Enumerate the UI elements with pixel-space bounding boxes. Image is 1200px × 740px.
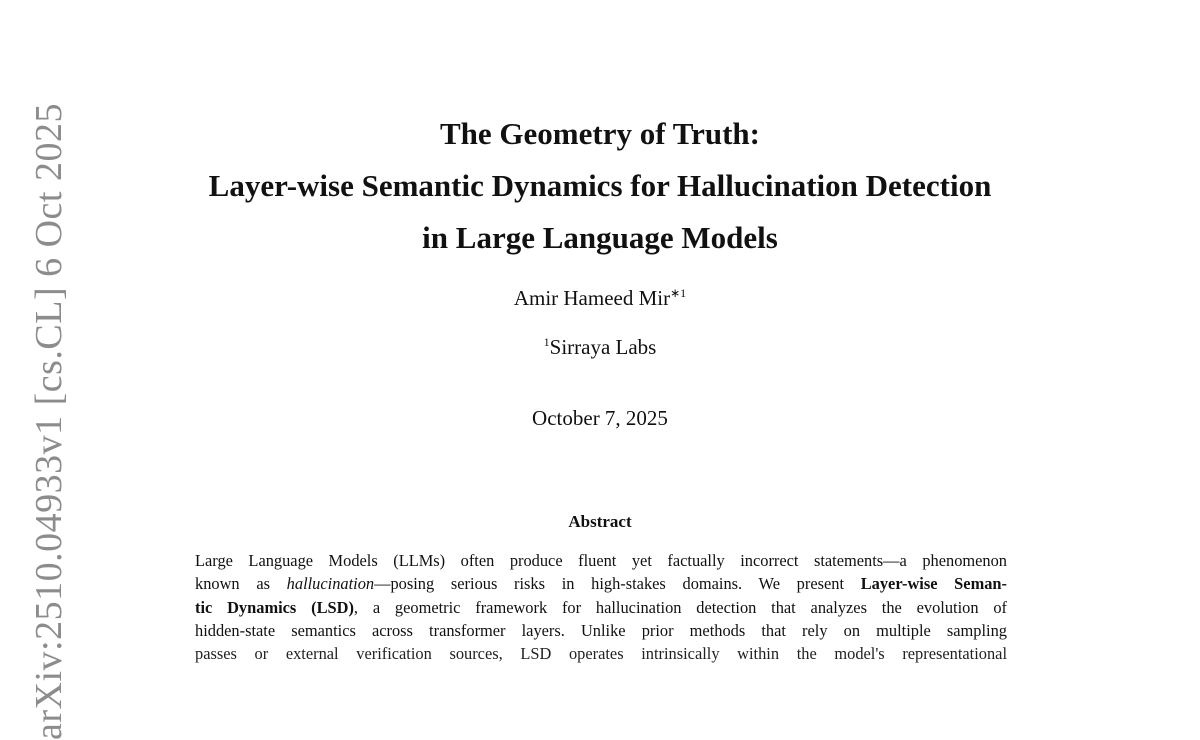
paper-date: October 7, 2025 bbox=[532, 406, 668, 430]
affiliation-mark: 1 bbox=[543, 335, 550, 349]
title-line-3: in Large Language Models bbox=[422, 220, 778, 255]
abstract-line-2-middle: —posing serious risks in high-stakes domains. We present bbox=[374, 574, 861, 594]
title-line-2: Layer-wise Semantic Dynamics for Hallucination Detection bbox=[208, 168, 992, 203]
affiliation-name: Sirraya Labs bbox=[549, 335, 657, 359]
arxiv-sidebar-stamp bbox=[12, 103, 86, 740]
method-name-part-1: Layer-wise Seman- bbox=[860, 574, 1007, 594]
author-footnote-marks: ∗1 bbox=[670, 286, 687, 300]
abstract-line-2-start: known as bbox=[195, 574, 287, 594]
abstract-heading: Abstract bbox=[568, 512, 632, 531]
abstract-line-3-rest: , a geometric framework for hallucination detection that analyzes the evolution of bbox=[353, 597, 1007, 617]
abstract-line-5: passes or external verification sources, LSD operates intrinsically within the model's representational bbox=[195, 644, 1007, 664]
abstract-body bbox=[195, 549, 1007, 664]
affiliation-line bbox=[0, 335, 1200, 360]
author-line bbox=[0, 286, 1200, 311]
hallucination-term: hallucination bbox=[286, 574, 375, 594]
arxiv-identifier: arXiv:2510.04933v1 [cs.CL] 6 Oct 2025 bbox=[28, 103, 70, 740]
method-name-part-2: tic Dynamics (LSD) bbox=[195, 597, 354, 617]
title-line-1: The Geometry of Truth: bbox=[440, 116, 760, 151]
paper-title bbox=[0, 108, 1200, 264]
abstract-line-4: hidden-state semantics across transformer layers. Unlike prior methods that rely on multiple sampling bbox=[195, 620, 1007, 640]
abstract-line-1: Large Language Models (LLMs) often produce fluent yet factually incorrect statements—a phenomenon bbox=[195, 551, 1007, 570]
abstract-line-2 bbox=[195, 572, 1007, 595]
author-name: Amir Hameed Mir bbox=[513, 286, 671, 310]
abstract-line-3 bbox=[195, 596, 1007, 619]
